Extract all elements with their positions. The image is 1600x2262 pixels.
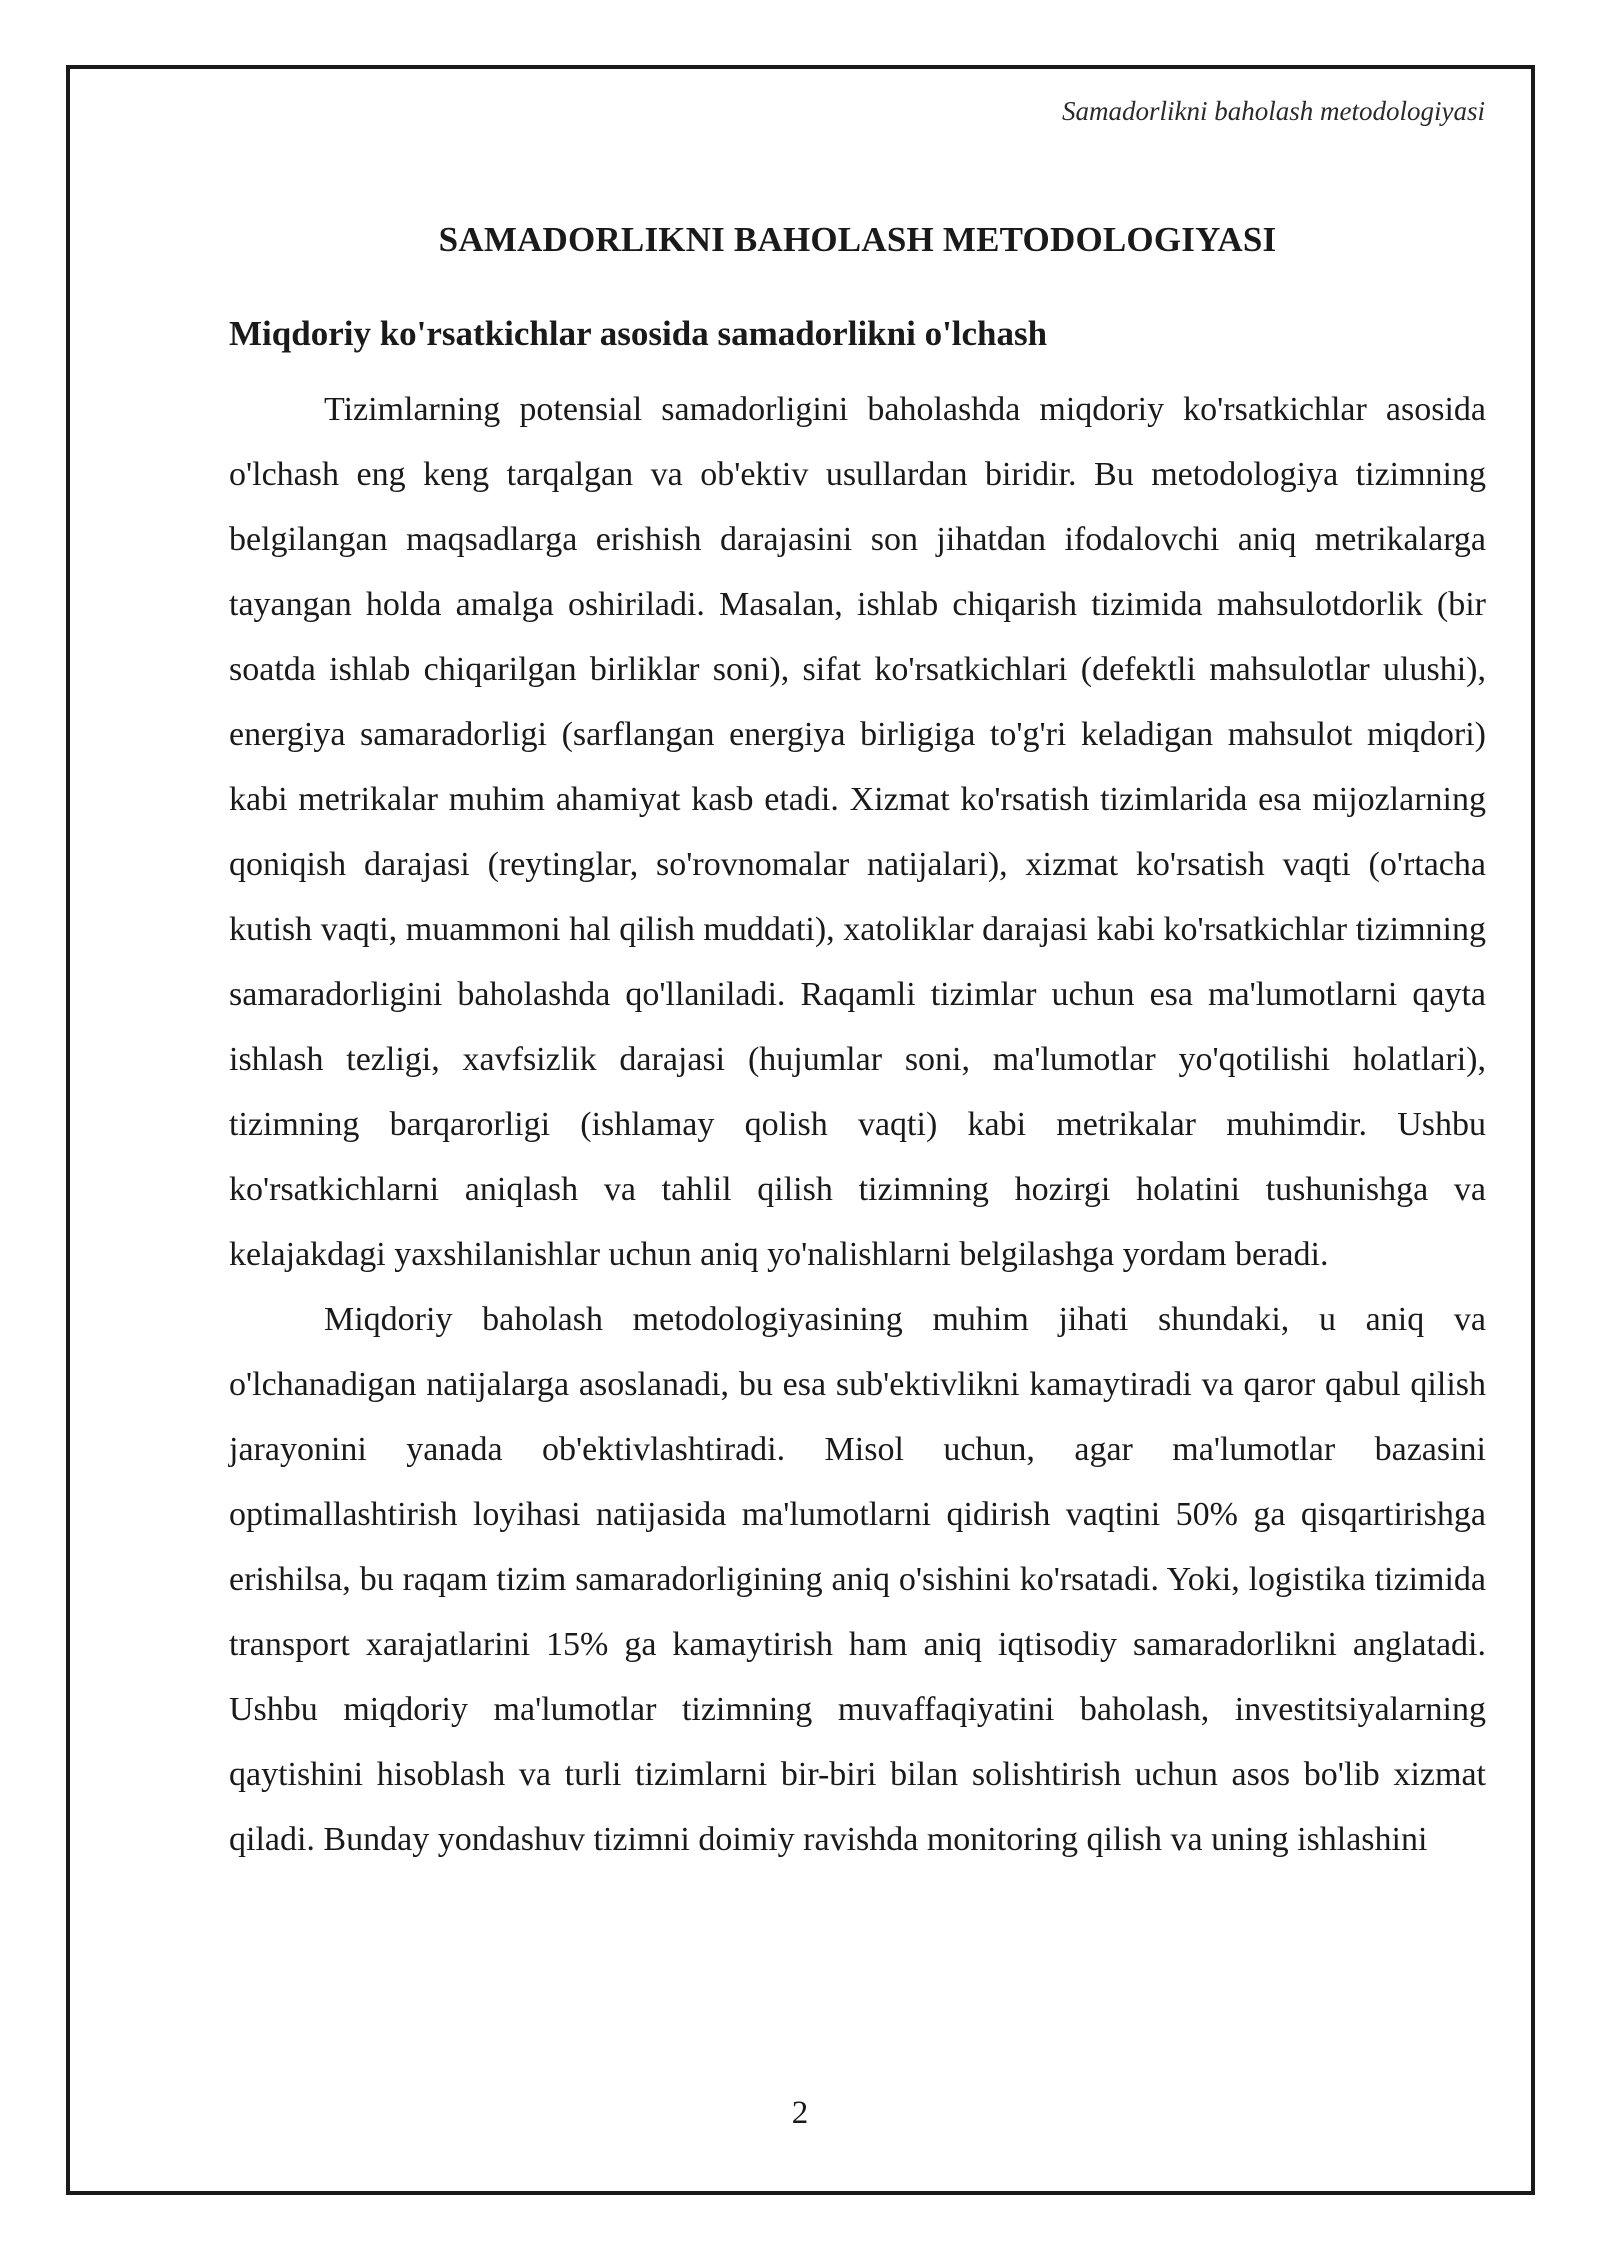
section-heading: Miqdoriy ko'rsatkichlar asosida samadorlikni o'lchash [229,314,1048,353]
document-title: SAMADORLIKNI BAHOLASH METODOLOGIYASI [438,220,1277,259]
paragraph-2: Miqdoriy baholash metodologiyasining muhim jihati shundaki, u aniq va o'lchanadigan natijalarga asoslanadi, bu esa sub'ektivlikni kamaytiradi va qaror qabul qilish jarayonini yanada ob'ektivlashtiradi. Misol uchun, agar ma'lumotlar bazasini optimallashtirish loyihasi natijasida ma'lumotlarni qidirish vaqtini 50% ga qisqartirishga erishilsa, bu raqam tizim samaradorligining aniq o'sishini ko'rsatadi. Yoki, logistika tizimida transport xarajatlarini 15% ga kamaytirish ham aniq iqtisodiy samaradorlikni anglatadi. Ushbu miqdoriy ma'lumotlar tizimning muvaffaqiyatini baholash, investitsiyalarning qaytishini hisoblash va turli tizimlarni bir-biri bilan solishtirish uchun asos bo'lib xizmat qiladi. Bunday yondashuv tizimni doimiy ravishda monitoring qilish va uning ishlashini [229,1301,1486,1858]
paragraph-1: Tizimlarning potensial samadorligini baholashda miqdoriy ko'rsatkichlar asosida o'lchash eng keng tarqalgan va ob'ektiv usullardan biridir. Bu metodologiya tizimning belgilangan maqsadlarga erishish darajasini son jihatdan ifodalovchi aniq metrikalarga tayangan holda amalga oshiriladi. Masalan, ishlab chiqarish tizimida mahsulotdorlik (bir soatda ishlab chiqarilgan birliklar soni), sifat ko'rsatkichlari (defektli mahsulotlar ulushi), energiya samaradorligi (sarflangan energiya birligiga to'g'ri keladigan mahsulot miqdori) kabi metrikalar muhim ahamiyat kasb etadi. Xizmat ko'rsatish tizimlarida esa mijozlarning qoniqish darajasi (reytinglar, so'rovnomalar natijalari), xizmat ko'rsatish vaqti (o'rtacha kutish vaqti, muammoni hal qilish muddati), xatoliklar darajasi kabi ko'rsatkichlar tizimning samaradorligini baholashda qo'llaniladi. Raqamli tizimlar uchun esa ma'lumotlarni qayta ishlash tezligi, xavfsizlik darajasi (hujumlar soni, ma'lumotlar yo'qotilishi holatlari), tizimning barqarorligi (ishlamay qolish vaqti) kabi metrikalar muhimdir. Ushbu ko'rsatkichlarni aniqlash va tahlil qilish tizimning hozirgi holatini tushunishga va kelajakdagi yaxshilanishlar uchun aniq yo'nalishlarni belgilashga yordam beradi. [229,391,1486,1273]
running-header: Samadorlikni baholash metodologiyasi [1062,96,1485,126]
document-body [229,210,1486,1872]
page-number: 2 [791,2095,809,2131]
